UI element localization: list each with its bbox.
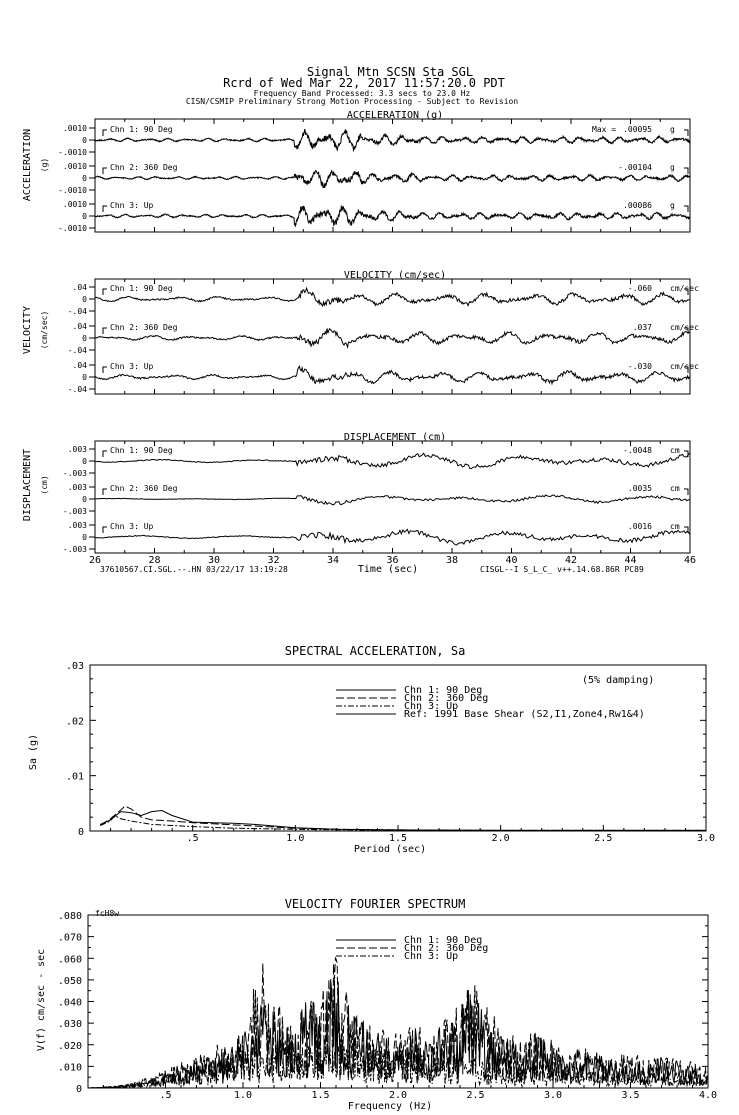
y-tick-label: .040 xyxy=(57,997,82,1009)
header xyxy=(186,65,519,106)
panel-yunit: (cm) xyxy=(40,475,49,495)
channel-acc-2 xyxy=(58,162,690,195)
fourier-xlabel: Frequency (Hz) xyxy=(347,1101,433,1112)
x-tick-label: 1.5 xyxy=(388,833,408,844)
max-unit: g xyxy=(670,163,675,172)
max-unit: g xyxy=(670,125,675,134)
spectral-ticks xyxy=(66,661,715,844)
channel-dis-1 xyxy=(63,445,690,478)
channel-bracket xyxy=(103,130,107,136)
channel-bracket xyxy=(103,367,107,373)
channel-bracket-right xyxy=(684,489,688,495)
fourier-chart xyxy=(36,897,717,1112)
spectral-damping: (5% damping) xyxy=(582,675,655,686)
channel-bracket-right xyxy=(684,206,688,212)
max-value: -.0048 xyxy=(623,446,652,455)
y-tick-label: -.04 xyxy=(67,385,87,394)
legend-entry: Chn 1: 90 Deg xyxy=(404,685,483,696)
y-tick-label: 0 xyxy=(75,1084,82,1095)
channel-bracket xyxy=(103,489,107,495)
spectral-xlabel: Period (sec) xyxy=(353,844,427,855)
legend-entry: Ref: 1991 Base Shear (S2,I1,Zone4,Rw1&4) xyxy=(404,709,645,720)
max-label: Max = xyxy=(592,125,617,134)
time-tick-label: 40 xyxy=(505,555,518,566)
max-unit: cm xyxy=(670,522,680,531)
x-tick-label: 3.0 xyxy=(543,1090,563,1101)
y-tick-label: .04 xyxy=(72,283,87,292)
time-series-panels xyxy=(22,110,699,554)
y-tick-label: .060 xyxy=(57,954,82,966)
channel-label: Chn 2: 360 Deg xyxy=(110,323,178,332)
max-unit: cm/sec xyxy=(670,284,699,293)
header-disclaimer: CISN/CSMIP Preliminary Strong Motion Processing - Subject to Revision xyxy=(185,97,519,106)
y-tick-label: 0 xyxy=(82,495,87,504)
channel-label: Chn 2: 360 Deg xyxy=(110,163,178,172)
channel-label: Chn 1: 90 Deg xyxy=(110,446,173,455)
x-tick-label: 1.0 xyxy=(286,833,305,844)
channel-vel-2 xyxy=(68,322,699,355)
fourier-legend xyxy=(336,935,488,962)
x-tick-label: 2.0 xyxy=(491,833,510,844)
max-value: -.00104 xyxy=(618,163,652,172)
panel-vel xyxy=(22,270,699,394)
y-tick-label: 0 xyxy=(82,174,87,183)
x-tick-label: 1.5 xyxy=(311,1090,330,1101)
sa-series-2 xyxy=(100,806,706,830)
time-tick-label: 44 xyxy=(624,555,637,566)
max-value: -.030 xyxy=(627,362,652,371)
waveform-trace xyxy=(95,171,690,188)
legend-entry: Chn 1: 90 Deg xyxy=(404,935,483,946)
panel-title: ACCELERATION (g) xyxy=(346,110,444,121)
panel-title: DISPLACEMENT (cm) xyxy=(343,432,447,443)
channel-dis-2 xyxy=(63,483,690,516)
time-tick-label: 34 xyxy=(326,555,340,566)
max-unit: g xyxy=(670,201,675,210)
channel-vel-3 xyxy=(68,361,699,394)
max-value: .0035 xyxy=(627,484,652,493)
x-tick-label: 3.5 xyxy=(621,1090,640,1101)
sa-series-1 xyxy=(100,811,706,831)
legend-entry: Chn 3: Up xyxy=(404,701,459,712)
spectral-frame xyxy=(90,665,706,831)
spectral-chart xyxy=(28,644,715,855)
panel-ylabel: DISPLACEMENT xyxy=(22,448,33,522)
legend-entry: Chn 2: 360 Deg xyxy=(404,943,489,954)
channel-dis-3 xyxy=(63,521,690,554)
panel-ylabel: ACCELERATION xyxy=(22,128,33,202)
legend-entry: Chn 3: Up xyxy=(404,951,459,962)
panel-acc xyxy=(22,110,690,233)
fourier-series xyxy=(88,958,707,1088)
y-tick-label: .050 xyxy=(57,975,82,987)
panel-yunit: (cm/sec) xyxy=(40,310,49,350)
channel-label: Chn 1: 90 Deg xyxy=(110,125,173,134)
y-tick-label: 0 xyxy=(82,212,87,221)
waveform-trace xyxy=(95,453,690,468)
y-tick-label: 0 xyxy=(82,457,87,466)
y-tick-label: .0010 xyxy=(62,200,87,209)
panel-ylabel: VELOCITY xyxy=(22,305,33,355)
time-tick-label: 46 xyxy=(683,555,697,566)
y-tick-label: -.0010 xyxy=(58,224,87,233)
channel-label: Chn 2: 360 Deg xyxy=(110,484,178,493)
y-tick-label: .070 xyxy=(57,932,82,944)
time-tick-label: 32 xyxy=(267,555,280,566)
channel-label: Chn 1: 90 Deg xyxy=(110,284,173,293)
y-tick-label: .010 xyxy=(57,1062,82,1074)
y-tick-label: .080 xyxy=(57,911,82,922)
y-tick-label: .003 xyxy=(67,521,87,530)
time-axis-label: Time (sec) xyxy=(357,564,419,575)
y-tick-label: 0 xyxy=(82,295,87,304)
x-tick-label: 2.5 xyxy=(466,1090,485,1101)
panel-title: VELOCITY (cm/sec) xyxy=(343,270,447,281)
y-tick-label: .04 xyxy=(72,322,87,331)
header-station: Signal Mtn SCSN Sta SGL xyxy=(306,65,474,79)
max-unit: cm xyxy=(670,484,680,493)
panel-yunit: (g) xyxy=(40,157,49,173)
waveform-trace xyxy=(95,206,690,227)
y-tick-label: .0010 xyxy=(62,124,87,133)
channel-bracket xyxy=(103,289,107,295)
y-tick-label: -.04 xyxy=(67,346,87,355)
time-tick-label: 42 xyxy=(564,555,578,566)
y-tick-label: -.003 xyxy=(62,469,87,478)
waveform-trace xyxy=(95,288,689,306)
fourier-title: VELOCITY FOURIER SPECTRUM xyxy=(284,897,466,911)
y-tick-label: .04 xyxy=(72,361,87,370)
y-tick-label: .003 xyxy=(67,483,87,492)
max-unit: cm/sec xyxy=(670,323,699,332)
max-value: .00086 xyxy=(623,201,652,210)
time-tick-label: 30 xyxy=(207,555,221,566)
channel-acc-3 xyxy=(58,200,690,233)
x-tick-label: 1.0 xyxy=(233,1090,253,1101)
legend-entry: Chn 2: 360 Deg xyxy=(404,693,489,704)
y-tick-label: .003 xyxy=(67,445,87,454)
y-tick-label: .030 xyxy=(57,1019,82,1031)
channel-bracket xyxy=(103,328,107,334)
y-tick-label: 0 xyxy=(82,136,87,145)
y-tick-label: -.04 xyxy=(67,307,87,316)
spectral-ylabel: Sa (g) xyxy=(28,733,39,771)
y-tick-label: .02 xyxy=(65,716,84,728)
footer-left: 37610567.CI.SGL.--.HN 03/22/17 13:19:28 xyxy=(100,565,288,574)
channel-bracket xyxy=(103,168,107,174)
max-value: .0016 xyxy=(627,522,652,531)
y-tick-label: -.003 xyxy=(62,545,87,554)
max-value: .00095 xyxy=(623,125,652,134)
max-unit: cm xyxy=(670,446,680,455)
x-tick-label: 3.0 xyxy=(696,833,716,844)
channel-bracket-right xyxy=(684,168,688,174)
channel-label: Chn 3: Up xyxy=(110,201,154,210)
x-tick-label: .5 xyxy=(159,1090,172,1101)
y-tick-label: -.003 xyxy=(62,507,87,516)
x-tick-label: 2.0 xyxy=(388,1090,408,1101)
header-band: Frequency Band Processed: 3.3 secs to 23.0 Hz xyxy=(253,89,471,98)
y-tick-label: -.0010 xyxy=(58,186,87,195)
spectral-title: SPECTRAL ACCELERATION, Sa xyxy=(284,644,466,658)
channel-vel-1 xyxy=(68,283,699,316)
y-tick-label: -.0010 xyxy=(58,148,87,157)
header-record: Rcrd of Wed Mar 22, 2017 11:57:20.0 PDT xyxy=(223,76,505,90)
max-unit: cm/sec xyxy=(670,362,699,371)
spectral-series xyxy=(100,806,706,830)
channel-bracket xyxy=(103,206,107,212)
spectral-legend xyxy=(336,685,645,720)
time-tick-label: 38 xyxy=(445,555,459,566)
channel-bracket xyxy=(103,527,107,533)
time-tick-label: 26 xyxy=(88,555,102,566)
time-tick-label: 28 xyxy=(148,555,161,566)
y-tick-label: .020 xyxy=(57,1040,82,1052)
waveform-trace xyxy=(95,366,689,383)
channel-bracket xyxy=(103,451,107,457)
time-tick-label: 36 xyxy=(386,555,399,566)
max-value: .037 xyxy=(632,323,652,332)
y-tick-label: 0 xyxy=(77,827,84,838)
waveform-trace xyxy=(95,329,689,348)
channel-acc-1 xyxy=(58,124,690,157)
fs-series-2 xyxy=(88,958,707,1088)
waveform-trace xyxy=(95,495,690,505)
footer-right: CISGL--I S_L_C_ v++.14.68.86R PC89 xyxy=(480,565,644,574)
fs-series-3 xyxy=(88,1038,707,1088)
y-tick-label: 0 xyxy=(82,373,87,382)
y-tick-label: 0 xyxy=(82,334,87,343)
channel-bracket-right xyxy=(684,130,688,136)
panel-dis xyxy=(22,432,690,554)
channel-label: Chn 3: Up xyxy=(110,362,154,371)
max-value: -.060 xyxy=(627,284,652,293)
waveform-trace xyxy=(95,529,690,545)
x-tick-label: .5 xyxy=(186,833,199,844)
y-tick-label: .0010 xyxy=(62,162,87,171)
y-tick-label: .03 xyxy=(65,661,84,672)
channel-label: Chn 3: Up xyxy=(110,522,154,531)
x-tick-label: 4.0 xyxy=(698,1090,718,1101)
fourier-ylabel: V(f) cm/sec - sec xyxy=(36,948,47,1052)
fourier-corner-tag: fcH8w xyxy=(95,909,120,918)
x-tick-label: 2.5 xyxy=(594,833,613,844)
y-tick-label: .01 xyxy=(65,771,84,783)
y-tick-label: 0 xyxy=(82,533,87,542)
